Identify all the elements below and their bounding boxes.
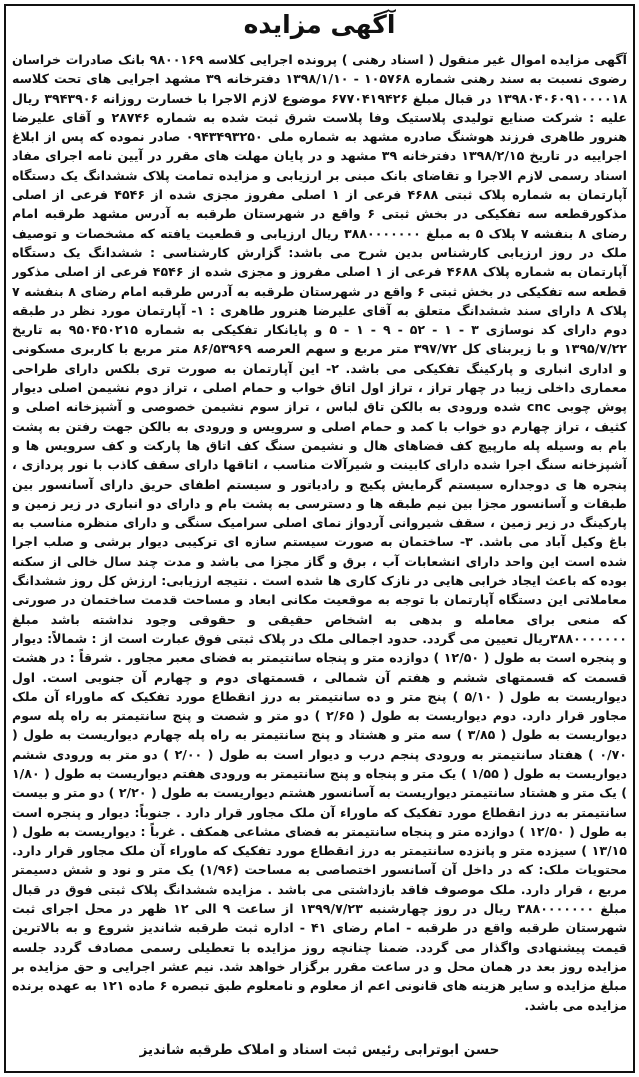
notice-title: آگهی مزایده [243,10,396,39]
notice-signature: حسن ابوترابی رئیس ثبت اسناد و املاک طرقبه شاندیز [139,1042,500,1058]
notice-body: آگهی مزایده اموال غیر منقول ( اسناد رهنی ) پرونده اجرایی کلاسه ۹۸۰۰۱۶۹ بانک صادرات خراسان رضوی نسبت به سند رهنی شماره ۱۰۵۷۶۸ - ۱۳۹۸/۱/۱۰ دفترخانه ۳۹ مشهد اجرایی های تحت کلاسه ۱۳۹۸۰۴۰۶۰۹۱۰۰۰۰۱۸ در قبال مبلغ ۶۷۷۰۴۱۹۴۲۶ موضوع لازم الاجرا با خسارت روزانه ۳۹۴۳۹۰۶ ریال علیه : شرکت صنایع تولیدی پلاستیک وفا پلاست شرق ثبت شده به شماره ۲۸۷۴۶ و آقای علیرضا هنرور طاهری فرزند هوشنگ صادره مشهد به شماره ملی ۰۹۴۳۴۹۳۲۵۰ صادر نموده که پس از ابلاغ اجراییه در تاریخ ۱۳۹۸/۲/۱۵ دفترخانه ۳۹ مشهد و در پایان مهلت های مقرر در آیین نامه اجرای مفاد اسناد رسمی لازم الاجرا و تقاضای بانک مبنی بر ارزیابی و مزایده تمامت پلاک ششدانگ یک دستگاه آپارتمان به شماره پلاک ثبتی ۴۶۸۸ فرعی از ۱ اصلی مفروز مجزی شده از ۴۵۴۶ فرعی از اصلی مذکورقطعه سه تفکیکی در بخش ثبتی ۶ واقع در شهرستان طرقبه به آدرس مشهد طرقبه امام رضای ۸ بنفشه ۷ پلاک ۵ به مبلغ ۳۸۸۰۰۰۰۰۰۰ ریال ارزیابی و قطعیت یافته که مشخصات و توصیف ملک در روز ارزیابی کارشناس بدین شرح می باشد: گزارش کارشناسی : ششدانگ یک دستگاه آپارتمان به شماره پلاک ۴۶۸۸ فرعی از ۱ اصلی مفروز و مجزی شده از ۴۵۴۶ فرعی از اصلی مذکور قطعه سه تفکیکی در بخش ثبتی ۶ واقع در شهرستان طرقبه به آدرس طرقبه امام رضای ۸ بنفشه ۷ پلاک ۸ دارای سند ششدانگ متعلق به آقای علیرضا هنرور طاهری : ۱- آپارتمان مورد نظر در طبقه دوم دارای کد نوسازی ۳ - ۱ - ۵۲ - ۹ - ۱ - ۵ و پایانکار تفکیکی به شماره ۹۵۰۴۵۰۲۱۵ به تاریخ ۱۳۹۵/۷/۲۲ و با زیربنای کل ۳۹۷/۷۲ متر مربع و سهم العرصه ۸۶/۵۳۹۶۹ متر مربع با کاربری مسکونی و اداری انباری و پارکینگ تفکیکی می باشد. ۲- این آپارتمان به صورت تری بلکس دارای طراحی معماری داخلی زیبا در چهار تراز ، تراز اول اتاق خواب و حمام اصلی ، تراز دوم نشیمن اصلی دیوار پوش چوبی cnc شده ورودی به بالکن تاق لباس ، تراز سوم نشیمن خصوصی و آشپزخانه اصلی و کثیف ، تراز چهارم دو خواب با کمد و حمام اصلی و سرویس و ورودی به بالکن جهت رفتن به پشت بام به وسیله پله مارپیچ کف فضاهای هال و نشیمن سنگ کف اتاق ها پارکت و کف سرویس ها و آشپزخانه سنگ اجرا شده دارای کابینت و شیرآلات مناسب ، اتاقها دارای سقف کاذب با نور پردازی ، پنجره ها ی دوجداره سیستم گرمایش پکیج و رادیاتور و سیستم اطفای حریق دارای آسانسور بین طبقات و آسانسور مجزا بین نیم طبقه ها و دسترسی به پشت بام و دارای دو انباری در زیر زمین و پارکینگ در زیر زمین ، سقف شیروانی آردواز نمای اصلی سرامیک سنگی و دارای منظره مناسب به باغ وکیل آباد می باشد. ۳- ساختمان به صورت سیستم سازه ای ترکیبی دیوار برشی و صلب اجرا شده است این واحد دارای انشعابات آب ، برق و گاز مجزا می باشد و مدت چند سال خالی از سکنه بوده که باعث ایجاد خرابی هایی در نازک کاری ها شده است . نتیجه ارزیابی: ارزش کل روز ششدانگ معاملاتی این دستگاه آپارتمان با توجه به موقعیت مکانی ابعاد و مساحت قدمت ساختمان در صورتی که منعی برای معامله و بدهی به اشخاص حقیقی و حقوقی وجود نداشته باشد مبلغ ۳۸۸۰۰۰۰۰۰۰ریال تعیین می گردد. حدود اجمالی ملک در پلاک ثبتی فوق عبارت است از : شمالاً: دیوار و پنجره است به طول ( ۱۲/۵۰ ) دوازده متر و پنجاه سانتیمتر به فضای معبر مجاور . شرقاً : در هشت قسمت که قسمتهای ششم و هفتم آن شمالی ، قسمتهای دوم و چهارم آن جنوبی است. اول دیواریست به طول ( ۵/۱۰ ) پنج متر و ده سانتیمتر به درز انقطاع مورد تفکیک که ماوراء آن ملک مجاور قرار دارد. دوم دیواریست به طول ( ۲/۶۵ ) دو متر و شصت و پنج سانتیمتر به راه پله سوم دیواریست به طول ( ۳/۸۵ ) سه متر و هشتاد و پنج سانتیمتر به راه پله چهارم دیواریست به طول ( ۰/۷۰ ) هفتاد سانتیمتر به ورودی پنجم درب و دیوار است به طول ( ۲/۰۰ ) دو متر به ورودی ششم دیواریست به طول ( ۱/۵۵ ) یک متر و پنجاه و پنج سانتیمتر به ورودی هفتم دیواریست به طول ( ۱/۸۰ ) یک متر و هشتاد سانتیمتر دیواریست به آسانسور هشتم دیواریست به طول ( ۲/۲۰ ) دو متر و بیست سانتیمتر به درز انقطاع مورد تفکیک که ماوراء آن ملک مجاور قرار دارد . جنوباً: دیوار و پنجره است به طول ( ۱۲/۵۰ ) دوازده متر و پنجاه سانتیمتر به فضای مشاعی همکف . غرباً : دیواریست به طول ( ۱۳/۱۵ ) سیزده متر و پانزده سانتیمتر به درز انقطاع مورد تفکیک که ماوراء آن ملک مجاور قرار دارد. محتویات ملک: که در داخل آن آسانسور اختصاصی به مساحت (۱/۹۶) یک متر و نود و شش دسیمتر مربع ، قرار دارد. ملک موصوف فاقد بازداشتی می باشد . مزایده ششدانگ پلاک ثبتی فوق در قبال مبلغ ۳۸۸۰۰۰۰۰۰۰ ریال در روز چهارشنبه ۱۳۹۹/۷/۲۳ از ساعت ۹ الی ۱۲ ظهر در محل اجرای ثبت شهرستان طرقبه واقع در طرقبه - امام رضای ۴۱ - اداره ثبت طرقبه شاندیز شروع و به بالاترین قیمت پیشنهادی واگذار می گردد. ضمنا چنانچه روز مزایده با تعطیلی رسمی مصادف گردد جلسه مزایده روز بعد در همان محل و در ساعت مقرر برگزار خواهد شد. نیم عشر اجرایی و حق مزایده بر مبلغ مزایده و سایر هزینه های قانونی اعم از معلوم و نامعلوم طبق تبصره ۶ ماده ۱۲۱ به عهده برنده مزایده می باشد. [12,52,627,1013]
